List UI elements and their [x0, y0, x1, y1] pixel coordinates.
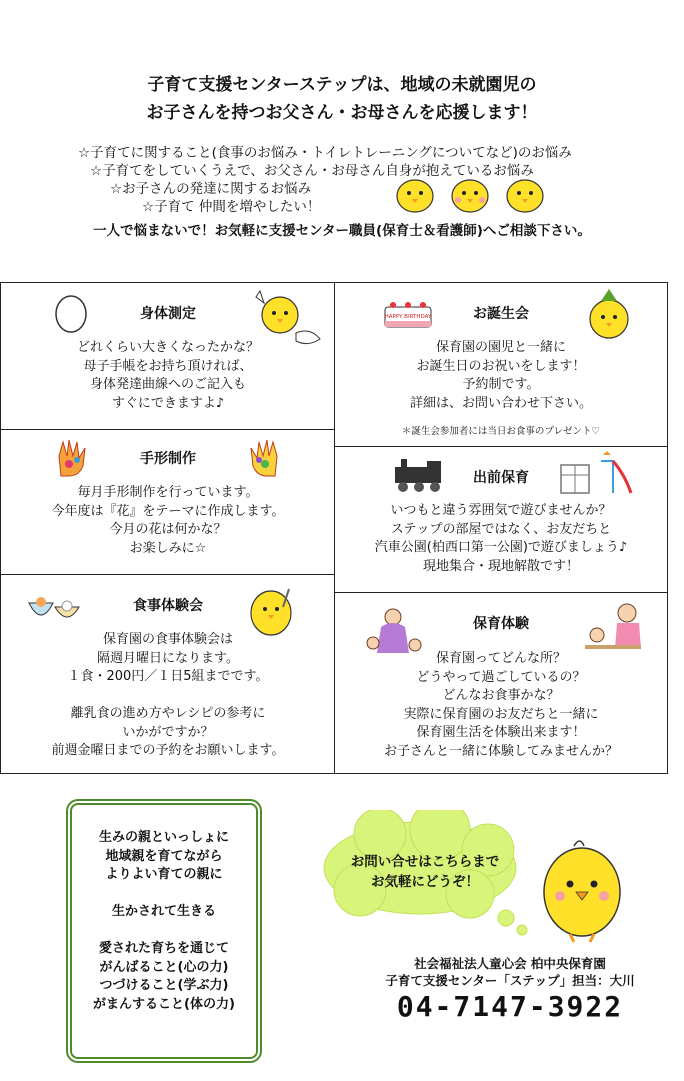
chick-icon: [507, 180, 543, 212]
headline-line-2: お子さんを持つお父さん・お母さんを応援します！: [146, 103, 538, 123]
section-title: 食事体験会: [133, 598, 203, 614]
advice-text: 一人で悩まないで！お気軽に支援センター職員(保育士＆看護師)へご相談下さい。: [93, 223, 591, 239]
section-hand-print: [0, 429, 336, 576]
section-meal-experience: [0, 574, 336, 774]
organization-info: [356, 955, 664, 989]
concern-2: ☆子育てをしていくうえで、お父さん・お母さん自身が抱えているお悩み: [90, 163, 534, 179]
section-body: 保育園の園児と一緒に お誕生日のお祝いをします！ 予約制です。 詳細は、お問い合わせ下さい。: [409, 340, 592, 411]
large-chick-icon: [536, 836, 628, 946]
motto-text: 生みの親といっしょに 地域親を育てながら よりよい育ての親に 生かされて生きる 愛された育ちを通じて がんばること(心の力) つづけること(学ぶ力) がまんすること(体の力): [93, 830, 235, 1012]
organization-name: 社会福祉法人童心会 柏中央保育園: [414, 956, 606, 971]
concern-1: ☆子育てに関すること(食事のお悩み・トイレトレーニングについてなど)のお悩み: [78, 145, 572, 161]
headline-line-1: 子育て支援センターステップは、地域の未就園児の: [147, 75, 537, 95]
three-chicks-illustration: [395, 176, 550, 214]
section-title: お誕生会: [473, 306, 529, 322]
chick-icon: [452, 180, 488, 212]
section-title: 手形制作: [140, 451, 196, 467]
section-body: どれくらい大きくなったかな？ 母子手帳をお持ち頂ければ、 身体発達曲線へのご記入も すぐにできますよ♪: [76, 340, 259, 411]
section-body: 保育園ってどんな所？ どうやって過ごしているの？ どんなお食事かな？ 実際に保育園のお友だちと一緒に 保育園生活を体験出来ます！ お子さんと一緒に体験してみませんか？: [383, 651, 618, 759]
section-title: 身体測定: [140, 306, 196, 322]
cake-text: HAPPY BIRTHDAY: [384, 314, 432, 320]
phone-number: 04-7147-3922: [396, 990, 624, 1023]
section-body: いつもと違う雰囲気で遊びませんか？ ステップの部屋ではなく、お友だちと 汽車公園(柏西口第一公園)で遊びましょう♪ 現地集合・現地解散です！: [374, 503, 628, 574]
section-birthday: [334, 282, 668, 448]
section-childcare-experience: [334, 592, 668, 774]
chick-icon: [397, 180, 433, 212]
contact-person: 子育て支援センター「ステップ」担当：大川: [385, 973, 635, 988]
concern-4: ☆子育て 仲間を増やしたい！: [142, 199, 321, 215]
contact-prompt: お問い合せはこちらまで お気軽にどうぞ！: [350, 854, 500, 890]
section-title: 出前保育: [473, 470, 529, 486]
section-title: 保育体験: [473, 616, 529, 632]
birthday-note: ＊誕生会参加者には当日お食事のプレゼント♡: [401, 426, 601, 437]
section-body-measurement: [0, 282, 336, 431]
motto-frame: [66, 799, 262, 1063]
section-body: 保育園の食事体験会は 隔週月曜日になります。 １食・200円／１日5組までです。 離乳食の進め方やレシピの参考に いかがですか？ 前週金曜日までの予約をお願いします。: [51, 632, 285, 758]
section-body: 毎月手形制作を行っています。 今年度は『花』をテーマに作成します。 今月の花は何かな？ お楽しみに☆: [51, 485, 285, 556]
section-outreach-childcare: [334, 446, 668, 594]
concern-3: ☆お子さんの発達に関するお悩み: [110, 181, 312, 197]
